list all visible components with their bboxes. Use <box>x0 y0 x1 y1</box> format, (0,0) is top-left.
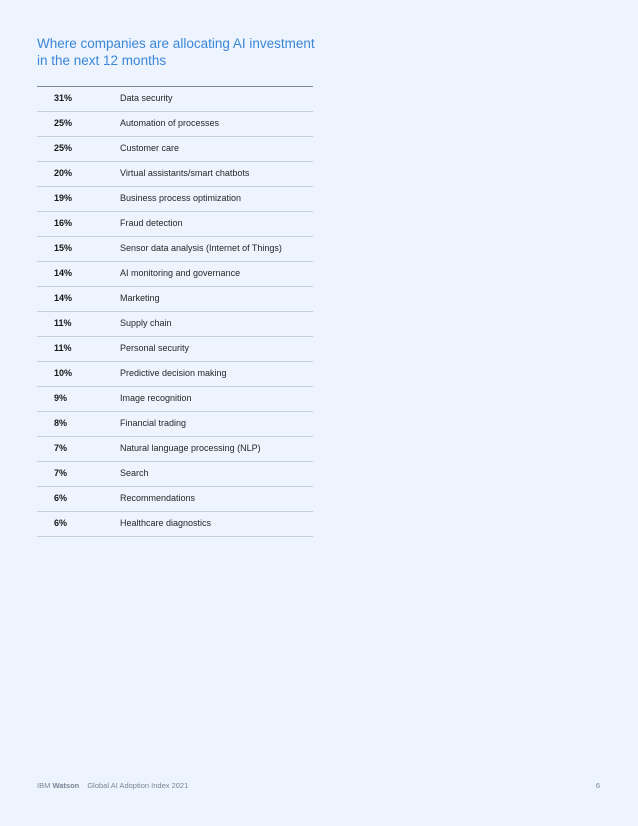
row-label: Personal security <box>120 343 190 353</box>
row-label: Marketing <box>120 293 160 303</box>
row-label: Supply chain <box>120 318 172 328</box>
table-row <box>37 187 313 212</box>
row-percentage: 7% <box>54 468 68 478</box>
table-row <box>37 312 313 337</box>
footer <box>37 781 188 790</box>
row-percentage: 11% <box>54 343 72 353</box>
page-title <box>37 35 337 69</box>
row-percentage: 20% <box>54 168 73 178</box>
row-label: Data security <box>120 93 173 103</box>
table-row <box>37 412 313 437</box>
table-row <box>37 462 313 487</box>
row-percentage: 14% <box>54 268 73 278</box>
row-percentage: 11% <box>54 318 72 328</box>
row-label: Search <box>120 468 149 478</box>
table-row <box>37 387 313 412</box>
row-label: Customer care <box>120 143 180 153</box>
table-row <box>37 162 313 187</box>
table-row <box>37 437 313 462</box>
table-row <box>37 137 313 162</box>
table-row <box>37 237 313 262</box>
footer-report-title: Global AI Adoption Index 2021 <box>87 781 189 790</box>
page-title-line-2: in the next 12 months <box>37 53 167 68</box>
row-percentage: 14% <box>54 293 73 303</box>
row-percentage: 16% <box>54 218 73 228</box>
footer-brand-ibm: IBM <box>37 781 51 790</box>
row-percentage: 9% <box>54 393 68 403</box>
row-label: AI monitoring and governance <box>120 268 241 278</box>
row-percentage: 15% <box>54 243 73 253</box>
row-label: Automation of processes <box>120 118 220 128</box>
row-percentage: 25% <box>54 143 73 153</box>
row-percentage: 6% <box>54 493 68 503</box>
row-label: Business process optimization <box>120 193 242 203</box>
row-percentage: 31% <box>54 93 73 103</box>
table-row <box>37 262 313 287</box>
table-row <box>37 337 313 362</box>
table-row <box>37 487 313 512</box>
row-label: Financial trading <box>120 418 187 428</box>
row-percentage: 7% <box>54 443 68 453</box>
row-label: Healthcare diagnostics <box>120 518 212 528</box>
table-row <box>37 362 313 387</box>
row-percentage: 8% <box>54 418 68 428</box>
row-label: Virtual assistants/smart chatbots <box>120 168 250 178</box>
table-row <box>37 112 313 137</box>
row-label: Sensor data analysis (Internet of Things) <box>120 243 282 253</box>
row-label: Predictive decision making <box>120 368 227 378</box>
row-label: Fraud detection <box>120 218 183 228</box>
footer-brand-watson: Watson <box>52 781 80 790</box>
row-label: Recommendations <box>120 493 196 503</box>
row-percentage: 25% <box>54 118 73 128</box>
page-title-line-1: Where companies are allocating AI investment <box>37 36 315 51</box>
row-percentage: 19% <box>54 193 73 203</box>
row-label: Natural language processing (NLP) <box>120 443 261 453</box>
allocation-table <box>37 86 313 537</box>
table-row <box>37 87 313 112</box>
row-label: Image recognition <box>120 393 192 403</box>
table-row <box>37 287 313 312</box>
page-number: 6 <box>595 781 600 790</box>
table-row <box>37 512 313 537</box>
table-row <box>37 212 313 237</box>
row-percentage: 6% <box>54 518 68 528</box>
row-percentage: 10% <box>54 368 73 378</box>
